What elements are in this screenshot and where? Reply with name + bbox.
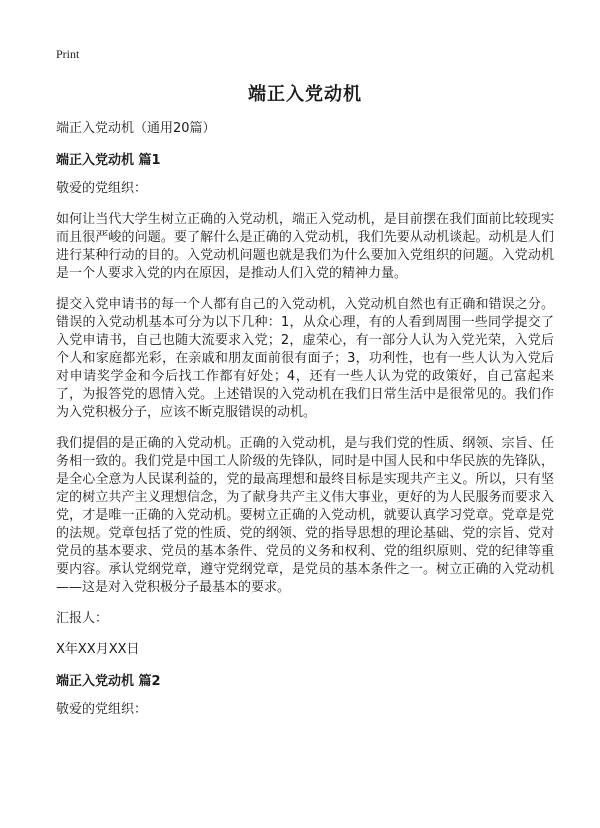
document-subtitle: 端正入党动机（通用20篇）	[56, 121, 216, 136]
section-heading-2: 端正入党动机 篇2	[56, 674, 161, 689]
document-page	[56, 46, 554, 719]
greeting-2: 敬爱的党组织：	[56, 702, 148, 717]
greeting-1: 敬爱的党组织：	[56, 181, 148, 196]
section-heading-1: 端正入党动机 篇1	[56, 153, 161, 168]
report-date: X年XX月XX日	[56, 642, 140, 657]
reporter-label: 汇报人：	[56, 611, 109, 626]
body-paragraph-1: 如何让当代大学生树立正确的入党动机，端正入党动机，是目前摆在我们面前比较现实而且很严峻的问题。要了解什么是正确的入党动机，我们先要从动机谈起。动机是人们进行某种行动的目的。入党动机问题也就是我们为什么要加入党组织的问题。入党动机是一个人要求入党的内在原因，是推动人们入党的精神力量。	[56, 212, 554, 281]
body-paragraph-2: 提交入党申请书的每一个人都有自己的入党动机，入党动机自然也有正确和错误之分。错误的入党动机基本可分为以下几种：1，从众心理，有的人看到周围一些同学提交了入党申请书，自己也随大流要求入党；2，虚荣心，有一部分人认为入党光荣，入党后个人和家庭都光彩，在亲戚和朋友面前很有面子；3，功利性，也有一些人认为入党后对申请奖学金和今后找工作都有好处；4，还有一些人认为党的政策好，自己富起来了，为报答党的恩情入党。上述错误的入党动机在我们日常生活中是很常见的。我们作为入党积极分子，应该不断克服错误的动机。	[56, 297, 554, 420]
print-link[interactable]: Print	[56, 47, 80, 61]
document-title: 端正入党动机	[248, 84, 362, 105]
body-paragraph-3: 我们提倡的是正确的入党动机。正确的入党动机，是与我们党的性质、纲领、宗旨、任务相一致的。我们党是中国工人阶级的先锋队，同时是中国人民和中华民族的先锋队，是全心全意为人民谋利益的，党的最高理想和最终目标是实现共产主义。所以，只有坚定的树立共产主义理想信念，为了献身共产主义伟大事业，更好的为人民服务而要求入党，才是唯一正确的入党动机。要树立正确的入党动机，就要认真学习党章。党章是党的法规。党章包括了党的性质、党的纲领、党的指导思想的理论基础、党的宗旨、党对党员的基本要求、党员的基本条件、党员的义务和权利、党的组织原则、党的纪律等重要内容。承认党纲党章，遵守党纲党章，是党员的基本条件之一。树立正确的入党动机——这是对入党积极分子最基本的要求。	[56, 436, 554, 595]
